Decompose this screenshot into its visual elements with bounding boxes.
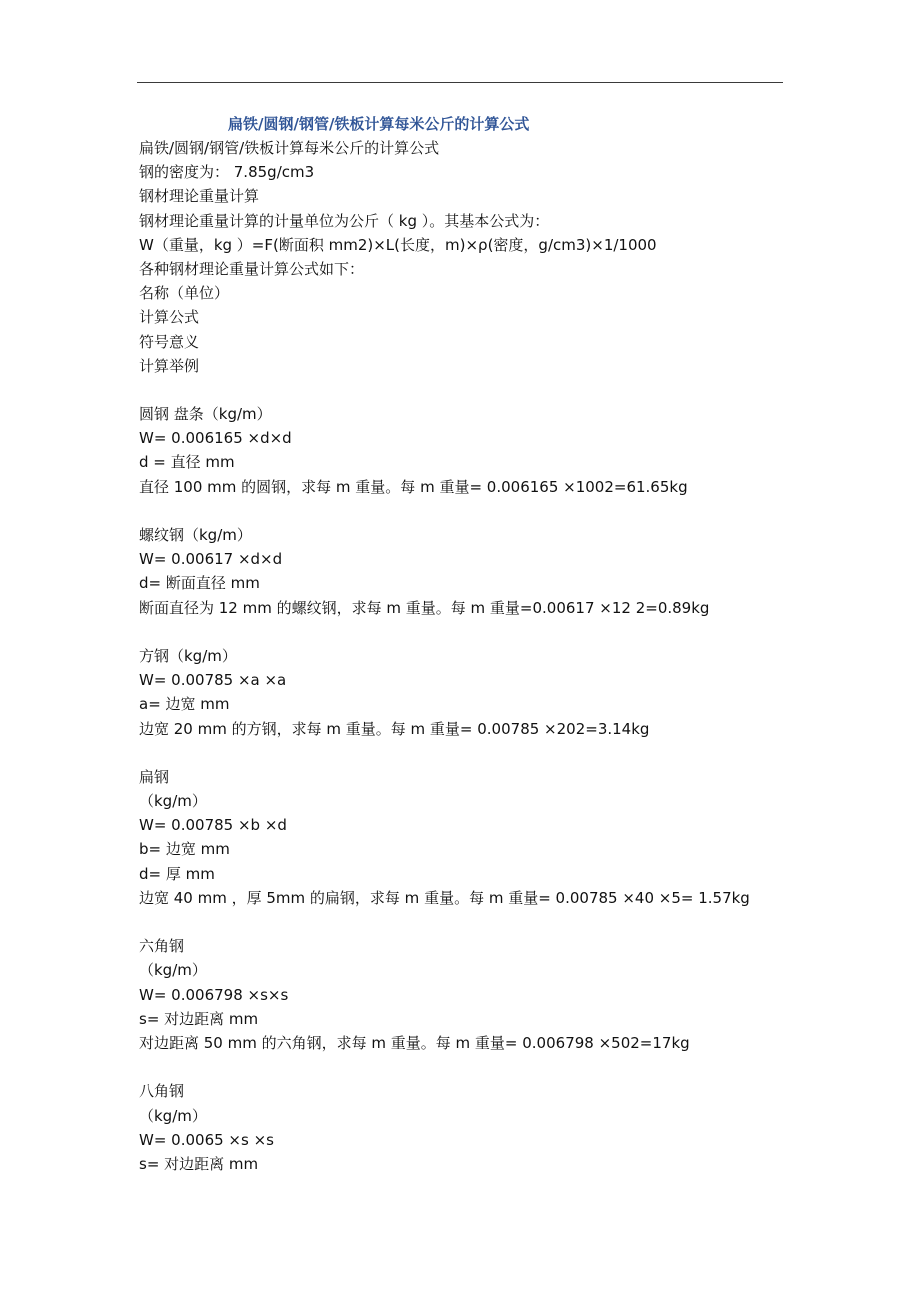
text-line: 扁铁/圆钢/钢管/铁板计算每米公斤的计算公式 <box>139 139 440 157</box>
text-line: 各种钢材理论重量计算公式如下： <box>139 259 365 278</box>
document-body <box>139 136 799 1176</box>
text-line: （kg/m） <box>139 1106 207 1125</box>
text-line: 钢的密度为： 7.85g/cm3 <box>139 163 315 182</box>
text-line: d= 厚 mm <box>139 864 215 883</box>
text-line: 边宽 20 mm 的方钢，求每 m 重量。每 m 重量= 0.00785 ×202=3.14kg <box>139 719 650 738</box>
text-line: W= 0.00617 ×d×d <box>139 550 283 569</box>
text-line: a= 边宽 mm <box>139 695 230 714</box>
header-rule <box>137 82 783 83</box>
text-line: （kg/m） <box>139 792 207 811</box>
text-line: 断面直径为 12 mm 的螺纹钢，求每 m 重量。每 m 重量=0.00617 ×12 2=0.89kg <box>139 598 710 617</box>
text-line: 方钢（kg/m） <box>139 646 237 665</box>
text-line: 螺纹钢（kg/m） <box>139 526 252 544</box>
text-line: 对边距离 50 mm 的六角钢，求每 m 重量。每 m 重量= 0.006798 ×502=17kg <box>139 1033 690 1052</box>
text-line: d= 断面直径 mm <box>139 574 260 593</box>
text-line: 名称（单位） <box>139 284 230 303</box>
text-line: s= 对边距离 mm <box>139 1154 259 1173</box>
blank-line <box>139 499 799 523</box>
text-line: 符号意义 <box>139 332 200 351</box>
text-line: W= 0.0065 ×s ×s <box>139 1130 274 1149</box>
text-line: 六角钢 <box>139 937 185 956</box>
text-line: 八角钢 <box>139 1082 185 1101</box>
text-line: 边宽 40 mm ，厚 5mm 的扁钢，求每 m 重量。每 m 重量= 0.00785 ×40 ×5= 1.57kg <box>139 888 750 907</box>
blank-line <box>139 910 799 934</box>
text-line: W= 0.00785 ×a ×a <box>139 671 287 690</box>
text-line: s= 对边距离 mm <box>139 1009 259 1028</box>
text-line: W（重量，kg ）=F(断面积 mm2)×L(长度，m)×ρ(密度，g/cm3)×1/1000 <box>139 235 657 254</box>
document-title: 扁铁/圆钢/钢管/铁板计算每米公斤的计算公式 <box>228 115 530 133</box>
blank-line <box>139 1055 799 1079</box>
blank-line <box>139 741 799 765</box>
text-line: 圆钢 盘条（kg/m） <box>139 405 272 424</box>
text-line: 钢材理论重量计算 <box>139 187 260 206</box>
text-line: W= 0.006798 ×s×s <box>139 985 289 1004</box>
text-line: 计算举例 <box>139 356 200 375</box>
text-line: W= 0.006165 ×d×d <box>139 429 292 448</box>
text-line: 直径 100 mm 的圆钢，求每 m 重量。每 m 重量= 0.006165 ×1002=61.65kg <box>139 477 688 496</box>
text-line: 扁钢 <box>139 767 170 786</box>
text-line: b= 边宽 mm <box>139 840 230 859</box>
blank-line <box>139 620 799 644</box>
text-line: （kg/m） <box>139 961 207 980</box>
text-line: 计算公式 <box>139 308 200 327</box>
text-line: d = 直径 mm <box>139 453 235 472</box>
text-line: 钢材理论重量计算的计量单位为公斤（ kg ）。其基本公式为： <box>139 211 550 230</box>
blank-line <box>139 378 799 402</box>
text-line: W= 0.00785 ×b ×d <box>139 816 287 835</box>
